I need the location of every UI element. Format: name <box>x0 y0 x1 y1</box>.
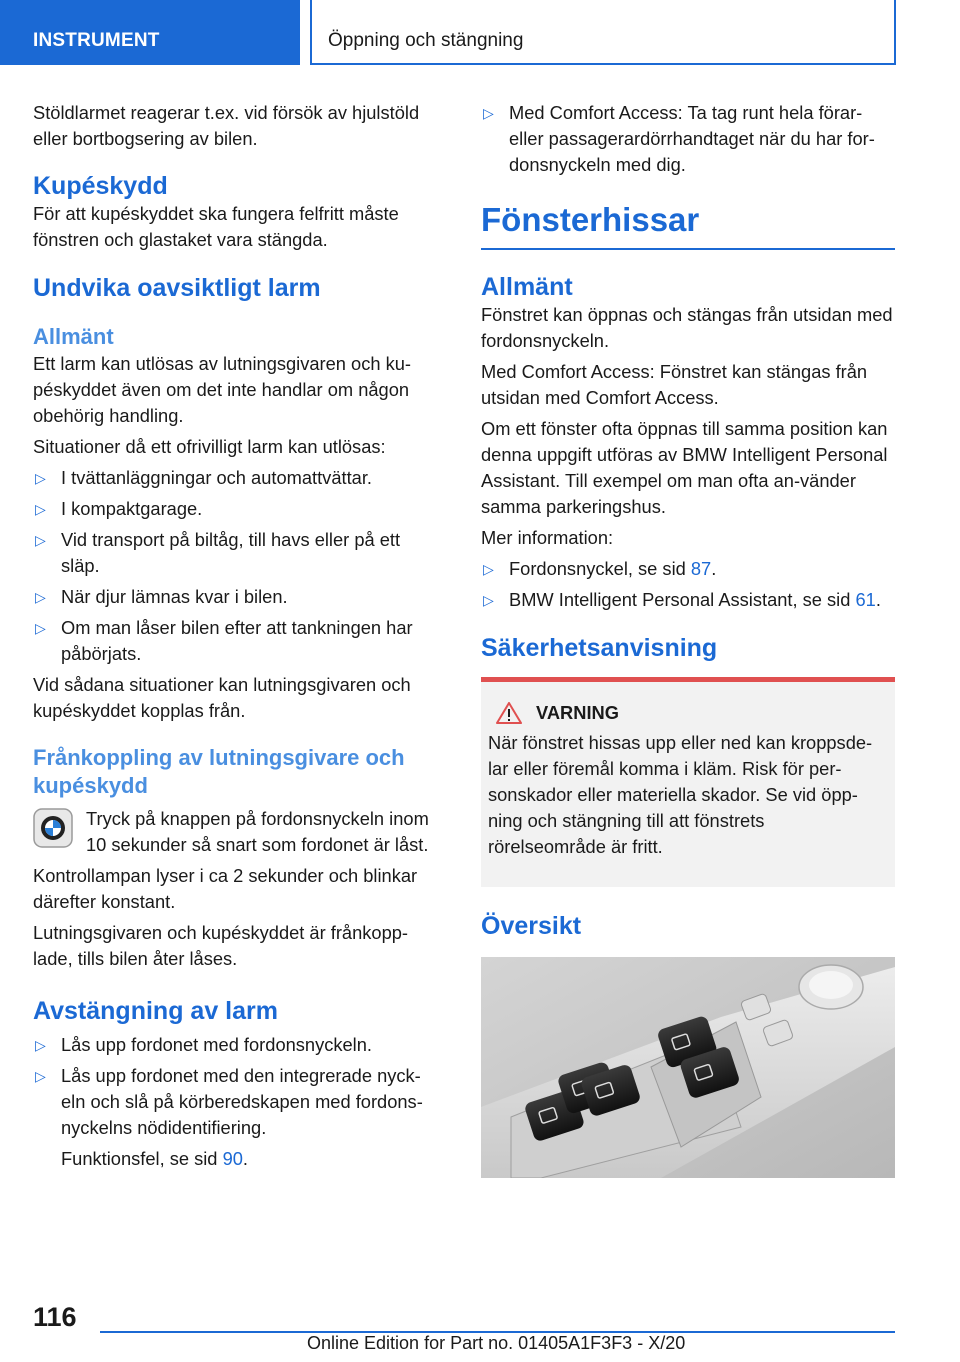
lutning-paragraph: Lutningsgivaren och kupéskyddet är frånkopp-lade, tills bilen åter låses. <box>33 922 408 969</box>
kontroll-paragraph: Kontrollampan lyser i ca 2 sekunder och blinkar därefter konstant. <box>33 865 418 912</box>
heading-avstangning: Avstängning av larm <box>33 997 278 1025</box>
chapter-tab <box>310 0 896 65</box>
avstangning-list <box>33 1032 443 1172</box>
heading-kupeskydd: Kupéskydd <box>33 172 168 200</box>
list-item: ▷ När djur lämnas kvar i bilen. <box>33 584 443 610</box>
list-item: ▷ Med Comfort Access: Ta tag runt hela förar- eller passagerardörrhandtaget när du har for-donsnyckeln med dig. <box>483 102 875 175</box>
comfort-list <box>481 100 895 178</box>
section-title: INSTRUMENT <box>33 30 160 51</box>
right-column <box>481 100 895 1185</box>
list-item: ▷ Vid transport på biltåg, till havs eller på ett släp. <box>35 529 401 576</box>
bmw-key-icon <box>33 808 73 848</box>
heading-allmant-right: Allmänt <box>481 273 573 301</box>
warning-header <box>493 700 885 726</box>
page-link-87[interactable]: 87 <box>690 558 712 579</box>
heading-frankoppling: Frånkoppling av lutningsgivare och kupéskydd <box>33 745 405 798</box>
list-item: ▷ I kompaktgarage. <box>33 496 443 522</box>
warning-box <box>481 677 895 887</box>
bullet-triangle-icon: ▷ <box>35 620 46 636</box>
heading-undvika: Undvika oavsiktligt larm <box>33 274 321 302</box>
bullet-triangle-icon: ▷ <box>35 470 46 486</box>
funktionsfel-line: Funktionsfel, se sid 90. <box>61 1148 248 1169</box>
list-item: ▷ BMW Intelligent Personal Assistant, se sid 61. <box>481 587 895 613</box>
bullet-triangle-icon: ▷ <box>35 589 46 605</box>
list-item: ▷ Om man låser bilen efter att tankningen har påbörjats. <box>35 617 413 664</box>
warning-label: VARNING <box>536 702 619 723</box>
vid-sadana-paragraph: Vid sådana situationer kan lutningsgivaren och kupéskyddet kopplas från. <box>33 674 411 721</box>
allmant-paragraph: Ett larm kan utlösas av lutningsgivaren och ku-péskyddet även om det inte handlar om någon obehörig handling. <box>33 353 411 426</box>
fonster-paragraph-1: Fönstret kan öppnas och stängas från utsidan med fordonsnyckeln. <box>481 304 893 351</box>
heading-fonsterhissar: Fönsterhissar <box>481 200 895 250</box>
list-item: ▷ Fordonsnyckel, se sid 87. <box>481 556 895 582</box>
heading-oversikt: Översikt <box>481 912 582 940</box>
bullet-triangle-icon: ▷ <box>483 592 494 608</box>
bullet-triangle-icon: ▷ <box>35 1037 46 1053</box>
list-item: ▷ Lås upp fordonet med fordonsnyckeln. <box>33 1032 443 1058</box>
chapter-title: Öppning och stängning <box>328 30 524 51</box>
situation-list <box>33 465 443 667</box>
page-number: 116 <box>33 1302 77 1332</box>
bullet-triangle-icon: ▷ <box>483 105 494 121</box>
bullet-triangle-icon: ▷ <box>35 532 46 548</box>
window-switch-photo <box>481 957 895 1178</box>
fonster-paragraph-2: Med Comfort Access: Fönstret kan stängas från utsidan med Comfort Access. <box>481 361 868 408</box>
key-instruction <box>33 806 443 858</box>
left-column <box>33 100 443 1177</box>
situationer-paragraph: Situationer då ett ofrivilligt larm kan utlösas: <box>33 436 386 457</box>
mer-info-label: Mer information: <box>481 527 614 548</box>
warning-triangle-icon <box>496 702 522 724</box>
bullet-triangle-icon: ▷ <box>35 1068 46 1084</box>
bullet-triangle-icon: ▷ <box>483 561 494 577</box>
kupeskydd-paragraph: För att kupéskyddet ska fungera felfritt måste fönstren och glastaket vara stängda. <box>33 203 399 250</box>
edition-text: Online Edition for Part no. 01405A1F3F3 - X/20 <box>307 1333 686 1353</box>
heading-sakerhet: Säkerhetsanvisning <box>481 634 718 662</box>
heading-allmant: Allmänt <box>33 324 114 349</box>
list-item: ▷ I tvättanläggningar och automattvättar. <box>33 465 443 491</box>
warning-text: När fönstret hissas upp eller ned kan kroppsde-lar eller föremål komma i kläm. Risk för per-sonskador eller materiella skador. Se vid öpp-ning och stängning till att fönstrets rörelseområde är fritt. <box>488 732 873 857</box>
info-list <box>481 556 895 613</box>
page-link-61[interactable]: 61 <box>855 589 876 610</box>
section-tab <box>0 0 300 65</box>
list-item: ▷ Lås upp fordonet med den integrerade nyck-eln och slå på körberedskapen med fordons-nyckelns nödidentifiering. Funktionsfel, se sid 90. <box>33 1063 443 1172</box>
page-link-90[interactable]: 90 <box>222 1148 243 1169</box>
tryck-text: Tryck på knappen på fordonsnyckeln inom 10 sekunder så snart som fordonet är låst. <box>86 808 429 855</box>
intro-paragraph: Stöldlarmet reagerar t.ex. vid försök av hjulstöld eller bortbogsering av bilen. <box>33 102 420 149</box>
fonster-paragraph-3: Om ett fönster ofta öppnas till samma position kan denna uppgift utföras av BMW Intelligent Personal Assistant. Till exempel om man ofta an-vänder samma parkeringshus. <box>481 418 888 517</box>
bullet-triangle-icon: ▷ <box>35 501 46 517</box>
